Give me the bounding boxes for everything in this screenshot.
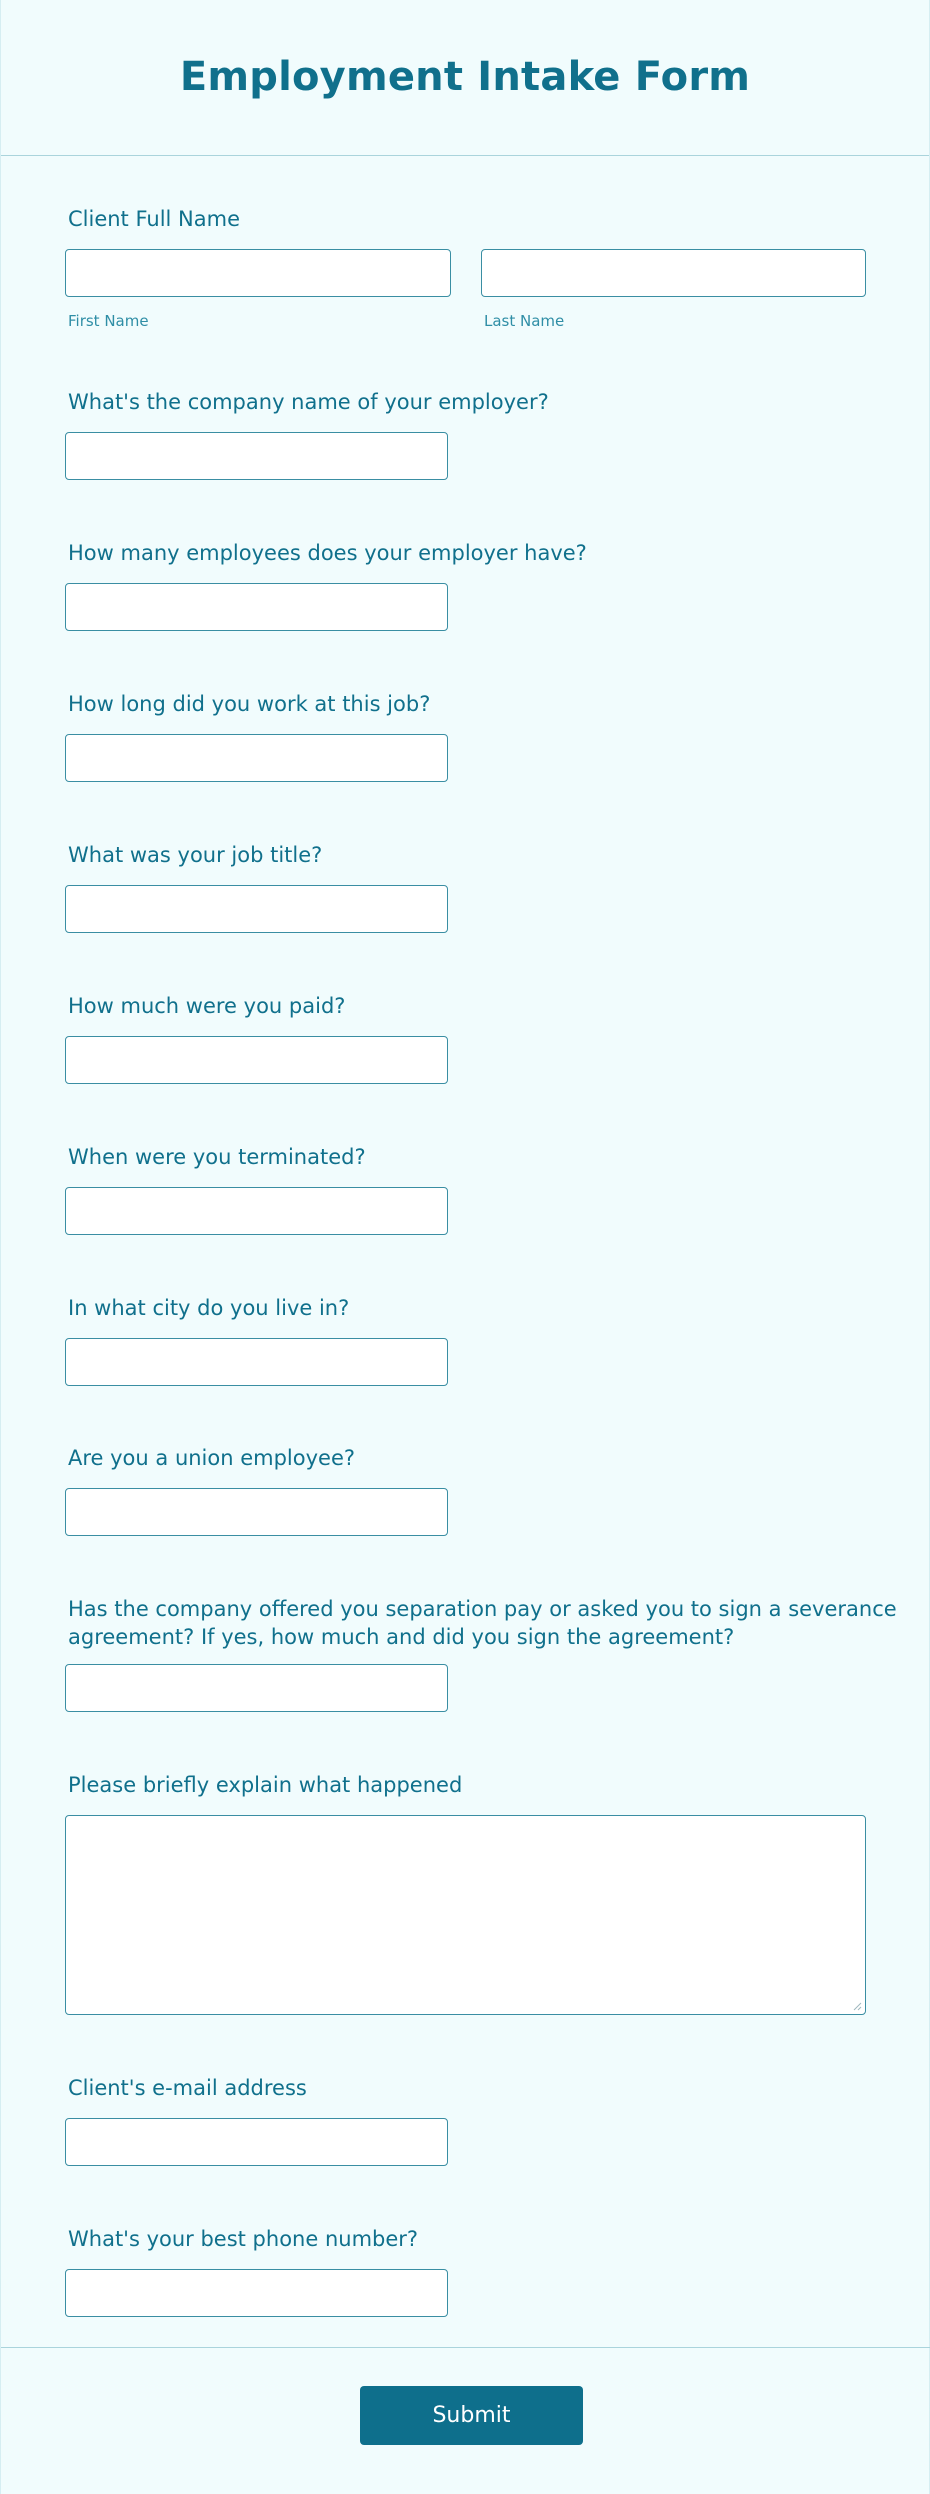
union-label: Are you a union employee? (68, 1446, 356, 1470)
union-input[interactable] (65, 1488, 448, 1536)
client-name-label: Client Full Name (68, 207, 241, 231)
email-label: Client's e-mail address (68, 2076, 307, 2100)
job-duration-label: How long did you work at this job? (68, 692, 431, 716)
submit-button[interactable]: Submit (360, 2386, 583, 2445)
pay-label: How much were you paid? (68, 994, 346, 1018)
termination-date-label: When were you terminated? (68, 1145, 366, 1169)
job-title-label: What was your job title? (68, 843, 323, 867)
form-title: Employment Intake Form (179, 53, 751, 100)
company-name-label: What's the company name of your employer? (68, 390, 549, 414)
job-title-input[interactable] (65, 885, 448, 933)
employee-count-input[interactable] (65, 583, 448, 631)
severance-input[interactable] (65, 1664, 448, 1712)
explanation-label: Please briefly explain what happened (68, 1773, 463, 1797)
resize-grip-icon[interactable] (852, 2001, 862, 2011)
city-input[interactable] (65, 1338, 448, 1386)
phone-label: What's your best phone number? (68, 2227, 419, 2251)
employee-count-label: How many employees does your employer have? (68, 541, 587, 565)
form-header (1, 0, 929, 156)
first-name-sublabel: First Name (68, 312, 149, 330)
last-name-input[interactable] (481, 249, 866, 297)
first-name-input[interactable] (65, 249, 451, 297)
severance-label-line2: agreement? If yes, how much and did you sign the agreement? (68, 1625, 735, 1649)
phone-input[interactable] (65, 2269, 448, 2317)
termination-date-input[interactable] (65, 1187, 448, 1235)
email-input[interactable] (65, 2118, 448, 2166)
city-label: In what city do you live in? (68, 1296, 350, 1320)
explanation-textarea[interactable] (65, 1815, 866, 2015)
job-duration-input[interactable] (65, 734, 448, 782)
company-name-input[interactable] (65, 432, 448, 480)
last-name-sublabel: Last Name (484, 312, 565, 330)
severance-label-line1: Has the company offered you separation pay or asked you to sign a severance (68, 1597, 897, 1621)
pay-input[interactable] (65, 1036, 448, 1084)
